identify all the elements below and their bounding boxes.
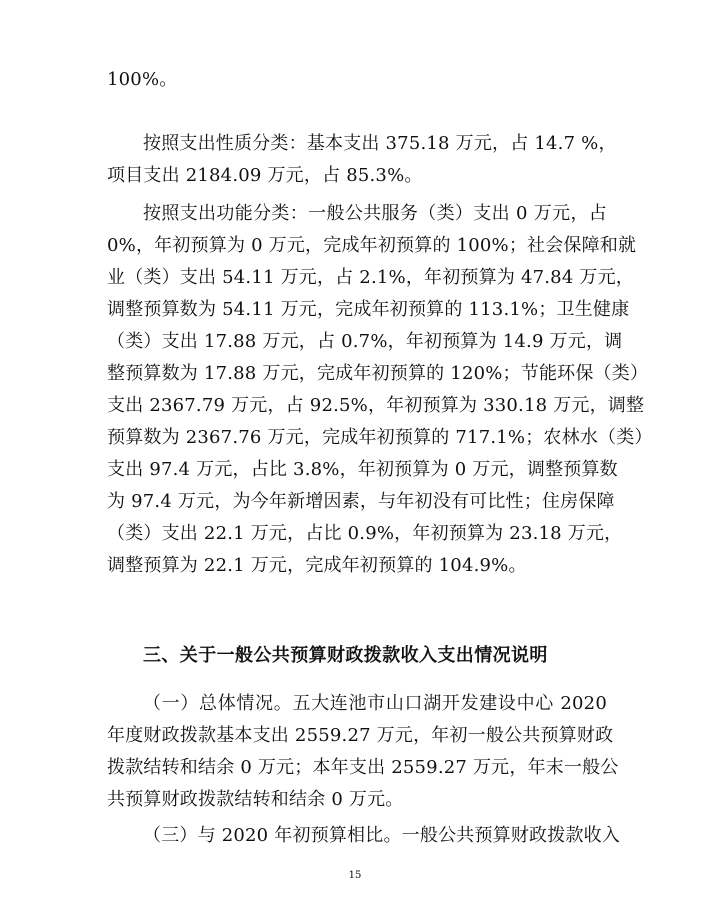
paragraph-line-budget-comparison: （三）与 2020 年初预算相比。一般公共预算财政拨款收入 xyxy=(143,825,621,846)
paragraph-line: 共预算财政拨款结转和结余 0 万元。 xyxy=(107,789,404,810)
paragraph-line: 为 97.4 万元，为今年新增因素，与年初没有可比性；住房保障 xyxy=(107,491,615,512)
paragraph-line: 支出 2367.79 万元，占 92.5%，年初预算为 330.18 万元，调整 xyxy=(107,395,645,416)
paragraph-line-overall-situation: （一）总体情况。五大连池市山口湖开发建设中心 2020 xyxy=(143,693,607,714)
paragraph-line-project-expense: 项目支出 2184.09 万元，占 85.3%。 xyxy=(107,165,423,186)
paragraph-line: 年度财政拨款基本支出 2559.27 万元，年初一般公共预算财政 xyxy=(107,725,614,746)
paragraph-line: 拨款结转和结余 0 万元；本年支出 2559.27 万元，年末一般公 xyxy=(107,757,619,778)
paragraph-line: 0%，年初预算为 0 万元，完成年初预算的 100%；社会保障和就 xyxy=(107,235,637,256)
paragraph-line: 支出 97.4 万元，占比 3.8%，年初预算为 0 万元，调整预算数 xyxy=(107,459,618,480)
paragraph-line: 业（类）支出 54.11 万元，占 2.1%，年初预算为 47.84 万元， xyxy=(107,267,634,288)
paragraph-line-function-classification: 按照支出功能分类：一般公共服务（类）支出 0 万元，占 xyxy=(143,203,607,224)
section-heading: 三、关于一般公共预算财政拨款收入支出情况说明 xyxy=(143,644,548,666)
paragraph-line: 整预算数为 17.88 万元，完成年初预算的 120%；节能环保（类） xyxy=(107,363,649,384)
paragraph-line: （类）支出 22.1 万元，占比 0.9%，年初预算为 23.18 万元， xyxy=(107,523,623,544)
paragraph-line: 调整预算数为 54.11 万元，完成年初预算的 113.1%；卫生健康 xyxy=(107,299,630,320)
paragraph-line-expense-nature: 按照支出性质分类：基本支出 375.18 万元，占 14.7 %， xyxy=(143,133,617,154)
page-number: 15 xyxy=(348,870,362,881)
paragraph-line-continuation: 100%。 xyxy=(107,69,178,90)
paragraph-line: 预算数为 2367.76 万元，完成年初预算的 717.1%；农林水（类） xyxy=(107,427,653,448)
paragraph-line: （类）支出 17.88 万元，占 0.7%，年初预算为 14.9 万元，调 xyxy=(107,331,623,352)
paragraph-line: 调整预算为 22.1 万元，完成年初预算的 104.9%。 xyxy=(107,555,527,576)
